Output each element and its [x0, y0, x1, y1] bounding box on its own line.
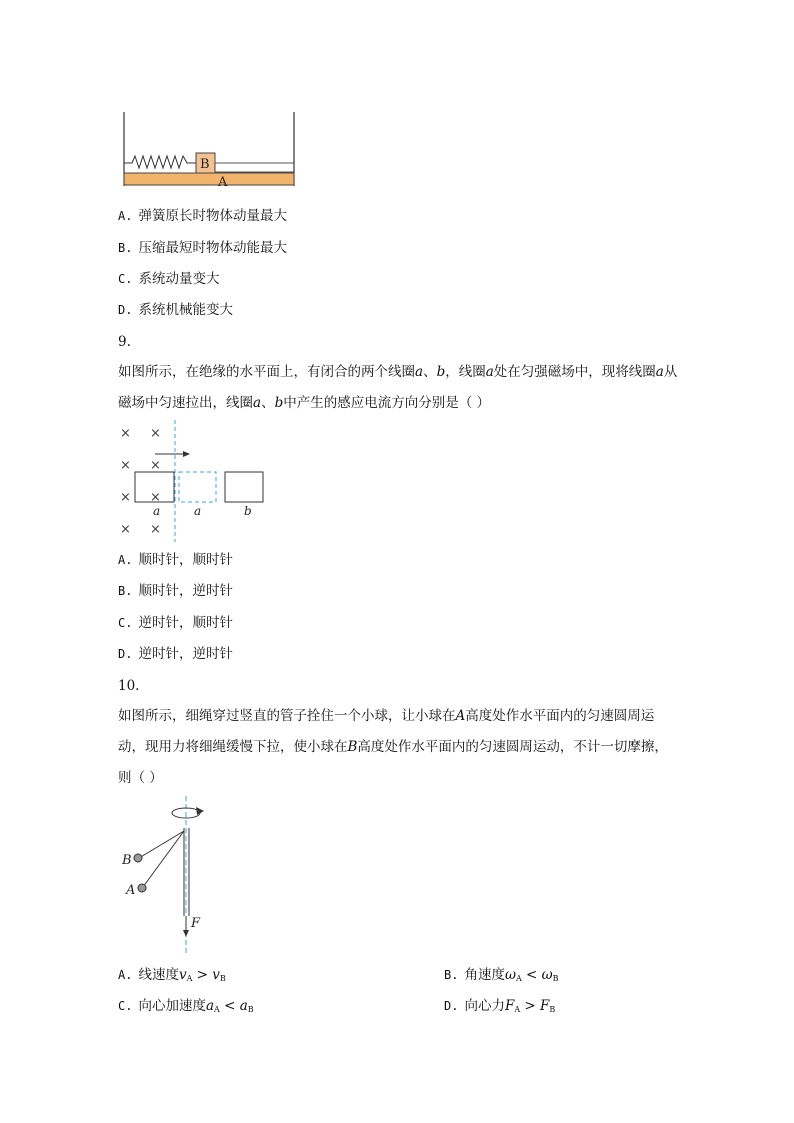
coil-a-moved: [179, 472, 216, 502]
q10-option-a: A. 线速度$v_A > v_B$: [118, 967, 226, 983]
field-mark: ×: [120, 426, 131, 441]
field-mark: ×: [120, 458, 131, 473]
q8-option-d: D. 系统机械能变大: [118, 302, 233, 318]
q10-figure: [118, 796, 218, 958]
q9-option-a: A. 顺时针，顺时针: [118, 552, 233, 568]
block-b-label: B: [200, 157, 210, 172]
q9-option-d: D. 逆时针，逆时针: [118, 646, 233, 662]
q8-option-c: C. 系统动量变大: [118, 271, 220, 287]
q10-option-c: C. 向心加速度$a_A < a_B$: [118, 998, 254, 1014]
force-arrowhead: [183, 930, 189, 937]
q9-number: 9.: [118, 334, 131, 350]
spring: [124, 156, 196, 168]
field-mark: ×: [120, 522, 131, 537]
q9-option-c: C. 逆时针，顺时针: [118, 615, 233, 631]
ball-a-label: A: [126, 883, 136, 898]
ball-b-label: B: [122, 853, 132, 868]
field-mark: ×: [150, 490, 161, 505]
velocity-arrowhead: [183, 451, 190, 457]
force-label: F: [191, 916, 201, 931]
q9-option-b: B. 顺时针，逆时针: [118, 583, 233, 599]
q9-stem: 如图所示，在绝缘的水平面上，有闭合的两个线圈a、b，线圈a处在匀强磁场中，现将线圈a从磁场中匀速拉出，线圈a、b中产生的感应电流方向分别是（ ）: [118, 364, 678, 411]
field-mark: ×: [150, 522, 161, 537]
q8-option-b: B. 压缩最短时物体动能最大: [118, 240, 287, 256]
ball-a: [138, 884, 146, 892]
coil-a-label: a: [153, 504, 161, 518]
coil-b-label: b: [244, 504, 252, 518]
q10-option-d: D. 向心力$F_A > F_B$: [444, 998, 556, 1014]
string-to-b: [139, 831, 184, 858]
coil-b: [225, 472, 263, 502]
q8-option-a: A. 弹簧原长时物体动量最大: [118, 208, 287, 224]
field-mark: ×: [150, 426, 161, 441]
base-a: [124, 173, 294, 185]
ball-b: [134, 854, 142, 862]
coil-a-moved-label: a: [194, 504, 202, 518]
q10-option-b: B. 角速度$\omega_A < \omega_B$: [444, 967, 559, 983]
q10-stem: 如图所示，细绳穿过竖直的管子拴住一个小球，让小球在A高度处作水平面内的匀速圆周运动，现用力将细绳缓慢下拉，使小球在B高度处作水平面内的匀速圆周运动，不计一切摩擦，则（ ）: [118, 708, 668, 786]
field-mark: ×: [150, 458, 161, 473]
q8-figure: [118, 108, 298, 190]
base-a-label: A: [218, 175, 228, 190]
field-mark: ×: [120, 490, 131, 505]
q10-number: 10.: [118, 678, 140, 694]
string-to-a: [143, 831, 184, 887]
q9-figure: [118, 420, 278, 545]
